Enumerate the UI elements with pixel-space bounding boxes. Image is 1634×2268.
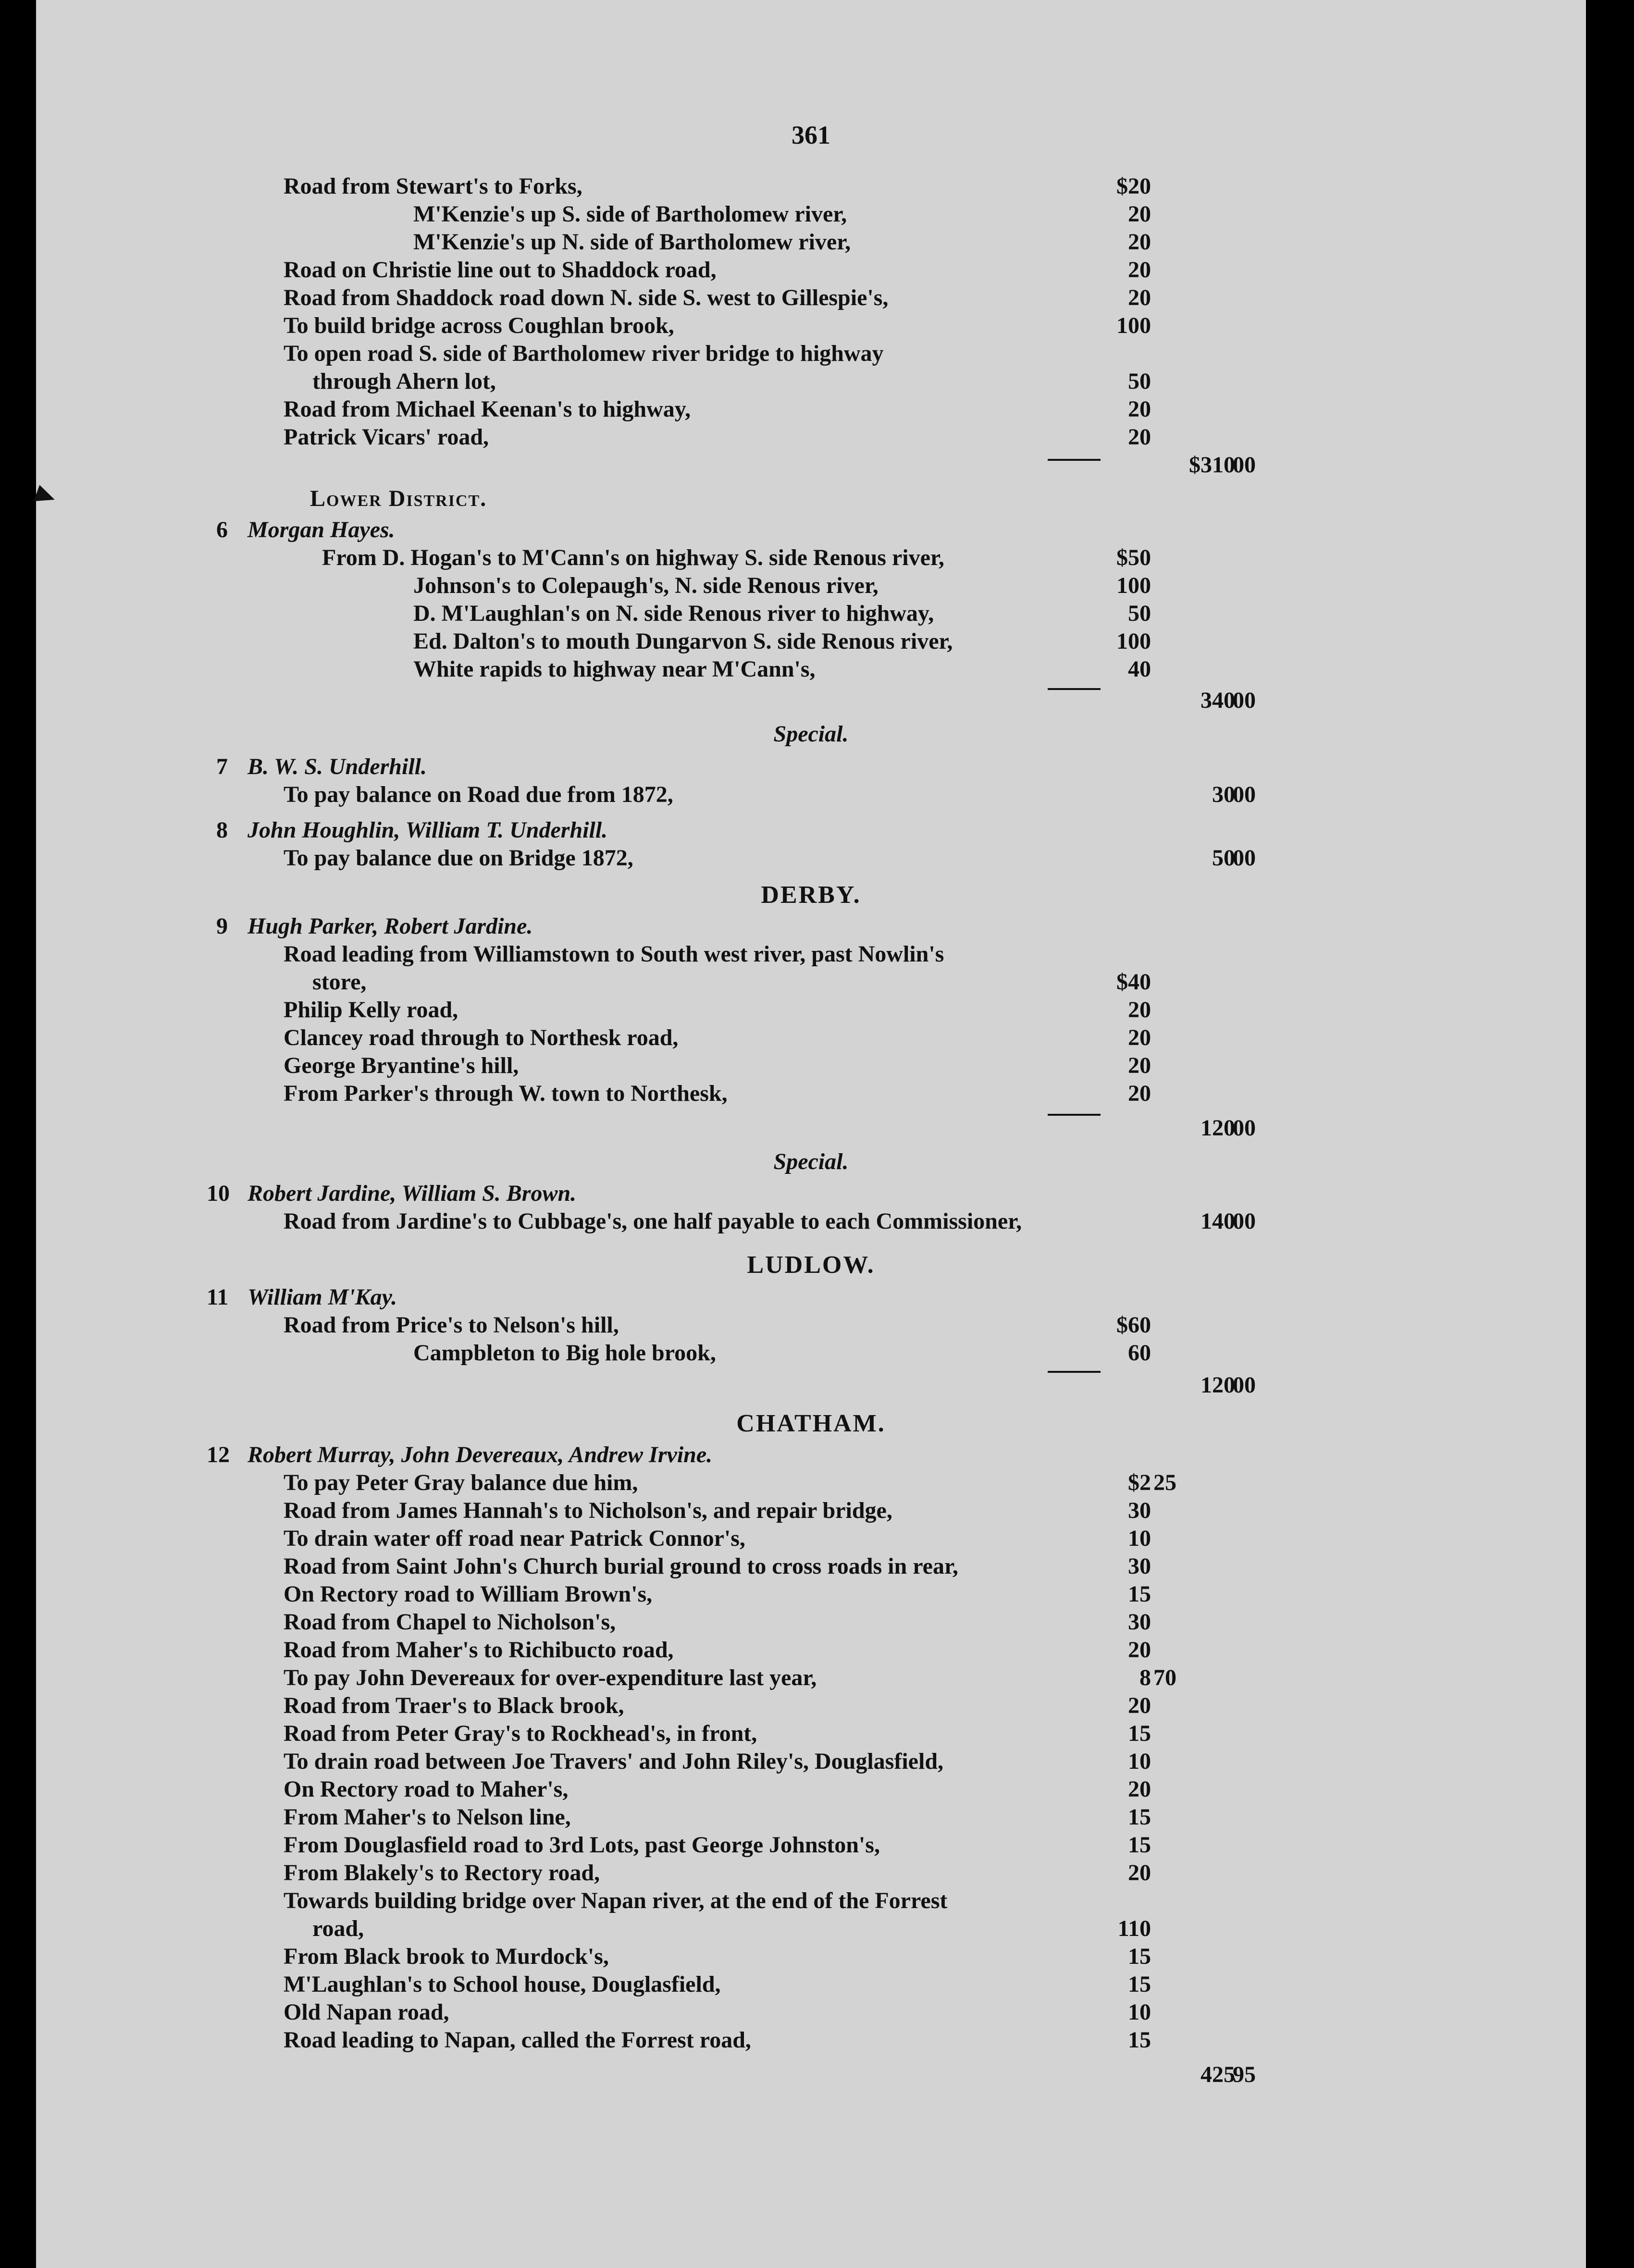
line-amount: $2 xyxy=(1128,1470,1151,1495)
line-item: M'Kenzie's up N. side of Bartholomew river, xyxy=(413,229,851,255)
sum-rule xyxy=(1048,459,1101,461)
total-dollars: 120 xyxy=(1201,1372,1235,1398)
line-item: Clancey road through to Northesk road, xyxy=(284,1025,679,1050)
line-amount: 20 xyxy=(1128,1860,1151,1886)
line-item: M'Laughlan's to School house, Douglasfield, xyxy=(284,1972,721,1997)
line-amount: 30 xyxy=(1128,1553,1151,1579)
line-amount: 20 xyxy=(1128,997,1151,1023)
line-item: Towards building bridge over Napan river, at the end of the Forrest xyxy=(284,1888,948,1913)
line-amount: 110 xyxy=(1117,1916,1151,1941)
total-cents: 00 xyxy=(1233,1372,1256,1398)
line-item: To drain water off road near Patrick Connor's, xyxy=(284,1526,745,1551)
line-item: To pay balance due on Bridge 1872, xyxy=(284,845,633,871)
line-amount: 20 xyxy=(1128,257,1151,283)
line-amount: 8 xyxy=(1139,1665,1151,1690)
line-amount: 20 xyxy=(1128,1693,1151,1718)
line-item: Campbleton to Big hole brook, xyxy=(413,1340,716,1366)
line-item: White rapids to highway near M'Cann's, xyxy=(413,656,816,682)
line-amount: $20 xyxy=(1116,173,1151,199)
line-item: through Ahern lot, xyxy=(312,369,496,394)
line-amount: 10 xyxy=(1128,1999,1151,2025)
commissioner-names: B. W. S. Underhill. xyxy=(248,754,427,779)
line-amount: 15 xyxy=(1128,1804,1151,1830)
line-amount: 30 xyxy=(1128,1609,1151,1635)
line-item: From Blakely's to Rectory road, xyxy=(284,1860,600,1886)
line-amount: 20 xyxy=(1128,1025,1151,1050)
line-item: Road from Jardine's to Cubbage's, one half payable to each Commissioner, xyxy=(284,1208,1022,1234)
line-item: Ed. Dalton's to mouth Dungarvon S. side Renous river, xyxy=(413,629,953,654)
line-amount: 50 xyxy=(1128,369,1151,394)
commissioner-names: Hugh Parker, Robert Jardine. xyxy=(248,913,533,939)
line-item: Road from Traer's to Black brook, xyxy=(284,1693,624,1718)
line-amount: 10 xyxy=(1128,1526,1151,1551)
line-amount: 20 xyxy=(1128,424,1151,450)
line-amount: 15 xyxy=(1128,1721,1151,1746)
line-amount: 20 xyxy=(1128,396,1151,422)
line-amount: 10 xyxy=(1128,1749,1151,1774)
item-number: 6 xyxy=(216,517,228,542)
special-heading: Special. xyxy=(773,1149,849,1174)
total-cents: 00 xyxy=(1233,1115,1256,1141)
line-item: George Bryantine's hill, xyxy=(284,1053,519,1078)
total-dollars: 340 xyxy=(1201,688,1235,713)
commissioner-names: William M'Kay. xyxy=(248,1284,397,1310)
special-heading: Special. xyxy=(773,721,849,747)
line-item: From Black brook to Murdock's, xyxy=(284,1944,609,1969)
line-item: Patrick Vicars' road, xyxy=(284,424,489,450)
line-amount: 20 xyxy=(1128,1637,1151,1663)
line-amount: 20 xyxy=(1128,229,1151,255)
line-amount: 50 xyxy=(1128,601,1151,626)
total-cents: 00 xyxy=(1233,845,1256,871)
line-item: M'Kenzie's up S. side of Bartholomew river, xyxy=(413,201,847,227)
line-item: road, xyxy=(312,1916,364,1941)
line-item: Road leading to Napan, called the Forrest road, xyxy=(284,2027,751,2053)
line-item: Old Napan road, xyxy=(284,1999,449,2025)
commissioner-names: John Houghlin, William T. Underhill. xyxy=(248,817,608,843)
line-cents: 25 xyxy=(1153,1470,1176,1495)
sum-rule xyxy=(1048,1114,1101,1116)
line-amount: 100 xyxy=(1116,629,1151,654)
line-item: Road from Maher's to Richibucto road, xyxy=(284,1637,674,1663)
line-item: From Parker's through W. town to Northesk, xyxy=(284,1081,728,1106)
section-heading-chatham: CHATHAM. xyxy=(736,1410,886,1437)
line-item: From Maher's to Nelson line, xyxy=(284,1804,571,1830)
line-amount: 20 xyxy=(1128,285,1151,310)
total-dollars: 425 xyxy=(1201,2062,1235,2087)
total-dollars: 140 xyxy=(1201,1208,1235,1234)
line-item: To pay Peter Gray balance due him, xyxy=(284,1470,638,1495)
line-item: To pay John Devereaux for over-expenditure last year, xyxy=(284,1665,817,1690)
section-heading-ludlow: LUDLOW. xyxy=(747,1251,875,1279)
total-dollars: 50 xyxy=(1212,845,1235,871)
line-item: Road from Stewart's to Forks, xyxy=(284,173,582,199)
commissioner-names: Morgan Hayes. xyxy=(248,517,395,542)
line-item: Philip Kelly road, xyxy=(284,997,458,1023)
sum-rule xyxy=(1048,688,1101,690)
item-number: 10 xyxy=(207,1181,230,1206)
item-number: 7 xyxy=(216,754,228,779)
line-amount: $50 xyxy=(1116,545,1151,570)
lower-district-label: Lower District. xyxy=(310,486,487,511)
document-page xyxy=(36,0,1586,2268)
total-cents: 00 xyxy=(1233,688,1256,713)
total-dollars: 30 xyxy=(1212,782,1235,807)
total-dollars: 120 xyxy=(1201,1115,1235,1141)
line-item: store, xyxy=(312,969,367,995)
line-amount: 15 xyxy=(1128,2027,1151,2053)
line-item: Johnson's to Colepaugh's, N. side Renous river, xyxy=(413,573,879,598)
line-item: From D. Hogan's to M'Cann's on highway S. side Renous river, xyxy=(322,545,944,570)
line-item: Road from Price's to Nelson's hill, xyxy=(284,1312,619,1338)
line-cents: 70 xyxy=(1153,1665,1176,1690)
line-amount: 100 xyxy=(1116,573,1151,598)
line-amount: 40 xyxy=(1128,656,1151,682)
line-item: Road from Peter Gray's to Rockhead's, in front, xyxy=(284,1721,757,1746)
line-amount: 20 xyxy=(1128,1776,1151,1802)
item-number: 8 xyxy=(216,817,228,843)
line-item: On Rectory road to Maher's, xyxy=(284,1776,569,1802)
line-item: To build bridge across Coughlan brook, xyxy=(284,313,674,338)
item-number: 9 xyxy=(216,913,228,939)
line-item: D. M'Laughlan's on N. side Renous river to highway, xyxy=(413,601,934,626)
line-amount: 20 xyxy=(1128,1053,1151,1078)
line-item: Road from Michael Keenan's to highway, xyxy=(284,396,691,422)
line-item: Road from Chapel to Nicholson's, xyxy=(284,1609,616,1635)
line-item: On Rectory road to William Brown's, xyxy=(284,1581,653,1607)
total-cents: 00 xyxy=(1233,452,1256,478)
line-item: Road leading from Williamstown to South west river, past Nowlin's xyxy=(284,941,944,967)
line-amount: 20 xyxy=(1128,1081,1151,1106)
line-amount: 30 xyxy=(1128,1498,1151,1523)
item-number: 11 xyxy=(207,1284,229,1310)
line-item: Road from Saint John's Church burial ground to cross roads in rear, xyxy=(284,1553,958,1579)
commissioner-names: Robert Murray, John Devereaux, Andrew Irvine. xyxy=(248,1442,713,1467)
line-amount: $60 xyxy=(1116,1312,1151,1338)
line-amount: 15 xyxy=(1128,1832,1151,1858)
total-cents: 00 xyxy=(1233,1208,1256,1234)
line-item: Road from Shaddock road down N. side S. west to Gillespie's, xyxy=(284,285,889,310)
page-number: 361 xyxy=(792,121,830,149)
line-amount: $40 xyxy=(1116,969,1151,995)
total-cents: 00 xyxy=(1233,782,1256,807)
section-heading-derby: DERBY. xyxy=(761,881,861,909)
line-item: To pay balance on Road due from 1872, xyxy=(284,782,673,807)
line-amount: 60 xyxy=(1128,1340,1151,1366)
arrow-mark-icon xyxy=(34,485,58,508)
line-amount: 15 xyxy=(1128,1972,1151,1997)
line-amount: 15 xyxy=(1128,1944,1151,1969)
line-amount: 15 xyxy=(1128,1581,1151,1607)
sum-rule xyxy=(1048,1371,1101,1373)
line-item: Road on Christie line out to Shaddock road, xyxy=(284,257,717,283)
line-item: To open road S. side of Bartholomew river bridge to highway xyxy=(284,341,884,366)
line-item: Road from James Hannah's to Nicholson's, and repair bridge, xyxy=(284,1498,892,1523)
item-number: 12 xyxy=(207,1442,230,1467)
commissioner-names: Robert Jardine, William S. Brown. xyxy=(248,1181,577,1206)
line-item: From Douglasfield road to 3rd Lots, past George Johnston's, xyxy=(284,1832,880,1858)
total-dollars: $310 xyxy=(1189,452,1235,478)
line-item: To drain road between Joe Travers' and John Riley's, Douglasfield, xyxy=(284,1749,944,1774)
line-amount: 20 xyxy=(1128,201,1151,227)
line-amount: 100 xyxy=(1116,313,1151,338)
total-cents: 95 xyxy=(1233,2062,1256,2087)
